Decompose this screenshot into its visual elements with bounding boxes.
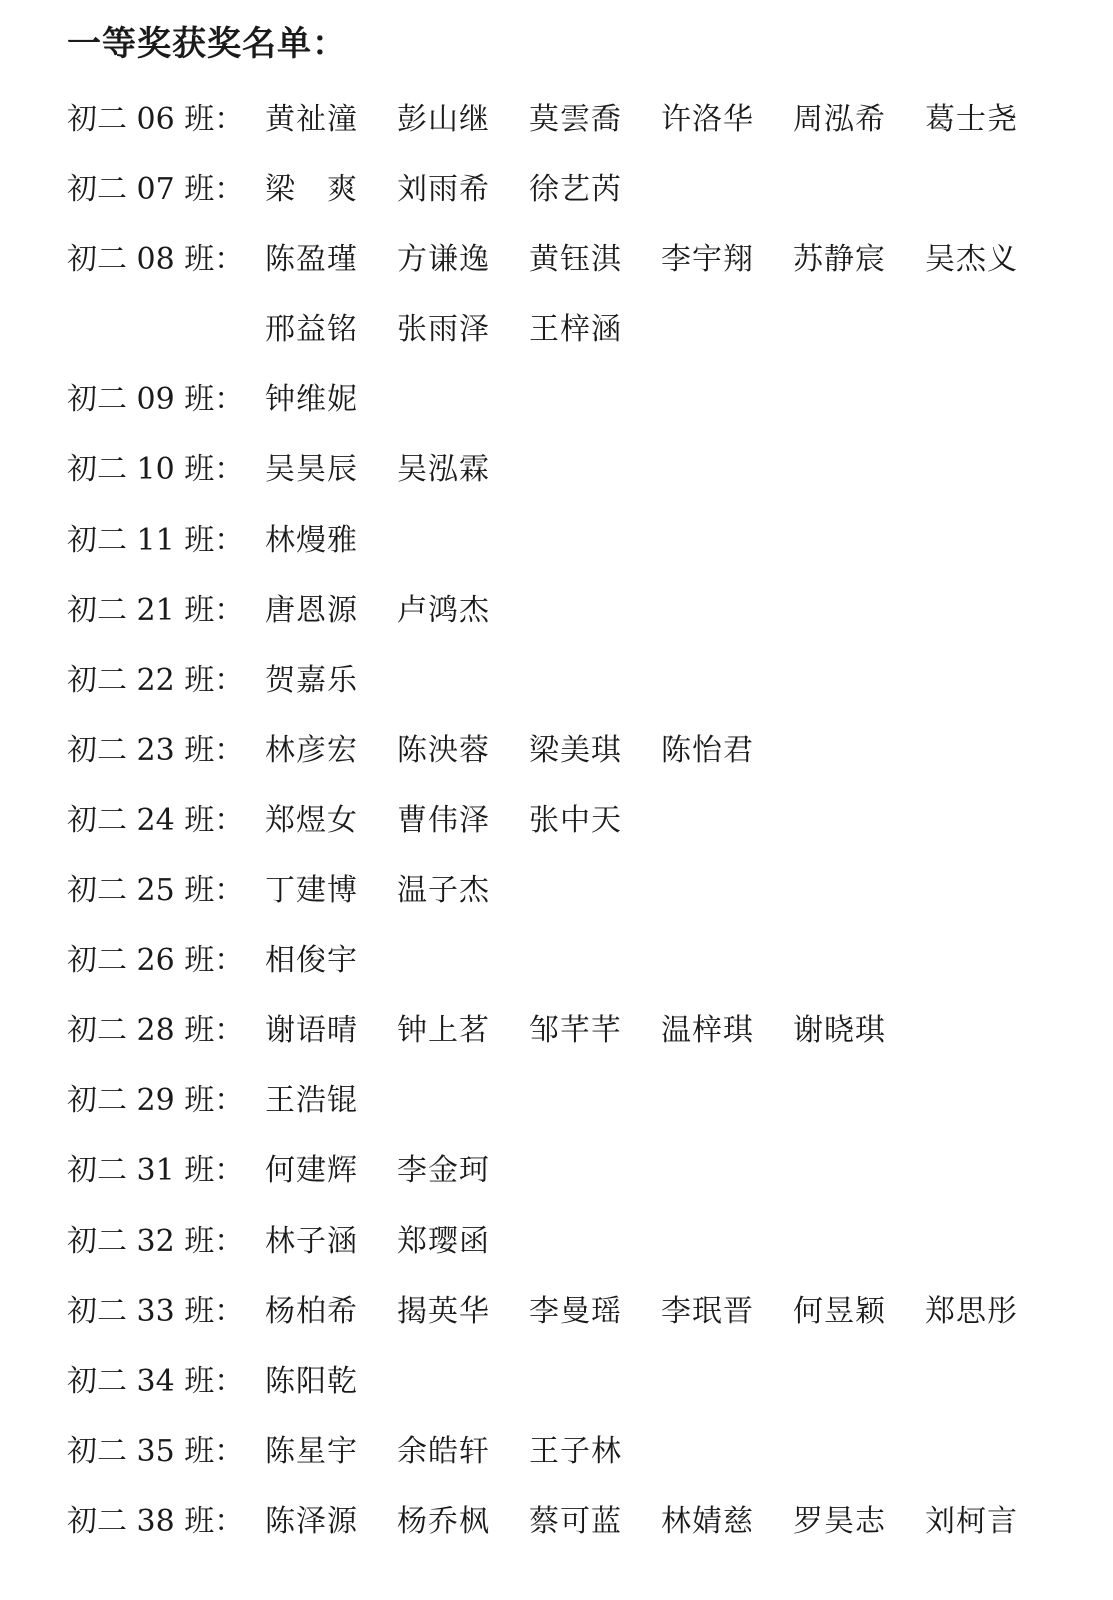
class-label: 初二 34 班： (67, 1363, 245, 1399)
student-name: 苏静宸 (793, 242, 886, 278)
student-names (265, 1078, 1095, 1124)
student-names (265, 1359, 1095, 1405)
student-names (265, 167, 1095, 213)
student-name: 钟上茗 (397, 1013, 490, 1049)
class-row (0, 155, 1113, 225)
class-row (0, 506, 1113, 576)
student-name: 徐艺芮 (529, 172, 622, 208)
student-name: 郑煜女 (265, 802, 358, 838)
student-names (265, 237, 1095, 283)
class-row (0, 646, 1113, 716)
student-name: 余皓轩 (397, 1433, 490, 1469)
class-row (0, 1417, 1113, 1487)
student-name: 张雨泽 (397, 312, 490, 348)
student-name: 吴杰义 (925, 242, 1018, 278)
student-name: 相俊宇 (265, 943, 358, 979)
student-name: 曹伟泽 (397, 802, 490, 838)
student-name: 刘雨希 (397, 172, 490, 208)
student-name: 贺嘉乐 (265, 662, 358, 698)
class-label: 初二 35 班： (67, 1433, 245, 1469)
student-name: 林熳雅 (265, 522, 358, 558)
student-name: 丁建博 (265, 873, 358, 909)
student-name: 黄钰淇 (529, 242, 622, 278)
page-title: 一等奖获奖名单： (67, 24, 347, 64)
student-name: 谢晓琪 (793, 1013, 886, 1049)
student-name: 梁美琪 (529, 732, 622, 768)
class-row (0, 435, 1113, 505)
student-names (265, 377, 1095, 423)
student-name: 吴昊辰 (265, 452, 358, 488)
student-name: 陈泱蓉 (397, 732, 490, 768)
student-name: 李曼瑶 (529, 1293, 622, 1329)
student-name: 许洛华 (661, 102, 754, 137)
class-label: 初二 24 班： (67, 802, 245, 838)
student-name: 卢鸿杰 (397, 592, 490, 628)
class-label: 初二 26 班： (67, 943, 245, 979)
class-label: 初二 08 班： (67, 242, 245, 278)
student-names (265, 447, 1095, 493)
student-name: 葛士尧 (925, 102, 1018, 137)
student-name: 蔡可蓝 (529, 1503, 622, 1539)
student-name: 王梓涵 (529, 312, 622, 348)
student-name: 方谦逸 (397, 242, 490, 278)
class-label: 初二 33 班： (67, 1293, 245, 1329)
student-names (265, 518, 1095, 564)
student-name: 黄祉潼 (265, 102, 358, 137)
class-label: 初二 21 班： (67, 592, 245, 628)
student-name: 何昱颖 (793, 1293, 886, 1329)
student-name: 杨乔枫 (397, 1503, 490, 1539)
class-label: 初二 09 班： (67, 382, 245, 418)
student-name: 温子杰 (397, 873, 490, 909)
student-name: 林子涵 (265, 1223, 358, 1259)
class-label: 初二 11 班： (67, 522, 245, 558)
class-row (0, 856, 1113, 926)
class-row (0, 1277, 1113, 1347)
student-names (265, 1499, 1095, 1545)
student-name: 张中天 (529, 802, 622, 838)
student-names (265, 1008, 1095, 1054)
student-names (265, 798, 1095, 844)
class-label: 初二 28 班： (67, 1013, 245, 1049)
student-name: 邹芊芊 (529, 1013, 622, 1049)
student-names (265, 1148, 1095, 1194)
class-label: 初二 23 班： (67, 732, 245, 768)
student-name: 陈阳乾 (265, 1363, 358, 1399)
student-name: 陈盈瑾 (265, 242, 358, 278)
student-name: 杨柏希 (265, 1293, 358, 1329)
student-name: 王子林 (529, 1433, 622, 1469)
class-label: 初二 29 班： (67, 1083, 245, 1119)
student-names (265, 97, 1095, 143)
student-name: 陈怡君 (661, 732, 754, 768)
student-name: 邢益铭 (265, 312, 358, 348)
student-name: 何建辉 (265, 1153, 358, 1189)
student-name: 梁 爽 (265, 172, 358, 208)
class-row (0, 1207, 1113, 1277)
class-row (0, 576, 1113, 646)
class-row (0, 1066, 1113, 1136)
student-names (265, 868, 1095, 914)
class-row (0, 1347, 1113, 1417)
student-names (265, 588, 1095, 634)
student-name: 王浩锟 (265, 1083, 358, 1119)
student-name: 温梓琪 (661, 1013, 754, 1049)
class-label: 初二 10 班： (67, 452, 245, 488)
class-row (0, 786, 1113, 856)
student-names (265, 938, 1095, 984)
student-name: 揭英华 (397, 1293, 490, 1329)
student-name: 陈星宇 (265, 1433, 358, 1469)
student-name: 郑思彤 (925, 1293, 1018, 1329)
student-name: 罗昊志 (793, 1503, 886, 1539)
student-name: 刘柯言 (925, 1503, 1018, 1539)
class-row (0, 85, 1113, 155)
student-names (265, 307, 1095, 353)
class-row (0, 1487, 1113, 1557)
award-list (0, 85, 1113, 1557)
student-name: 唐恩源 (265, 592, 358, 628)
class-row (0, 295, 1113, 365)
class-label: 初二 38 班： (67, 1503, 245, 1539)
student-names (265, 1289, 1095, 1335)
student-name: 谢语晴 (265, 1013, 358, 1049)
student-name: 周泓希 (793, 102, 886, 137)
class-label: 初二 22 班： (67, 662, 245, 698)
student-names (265, 1219, 1095, 1265)
student-name: 彭山继 (397, 102, 490, 137)
class-row (0, 365, 1113, 435)
student-name: 林彦宏 (265, 732, 358, 768)
student-name: 李珉晋 (661, 1293, 754, 1329)
student-name: 吴泓霖 (397, 452, 490, 488)
student-names (265, 1429, 1095, 1475)
student-name: 钟维妮 (265, 382, 358, 418)
student-name: 李金珂 (397, 1153, 490, 1189)
class-label: 初二 07 班： (67, 172, 245, 208)
class-label: 初二 31 班： (67, 1153, 245, 1189)
student-name: 郑璎函 (397, 1223, 490, 1259)
class-row (0, 926, 1113, 996)
student-names (265, 728, 1095, 774)
student-name: 林婧慈 (661, 1503, 754, 1539)
class-row (0, 1136, 1113, 1206)
class-label: 初二 25 班： (67, 873, 245, 909)
class-row (0, 225, 1113, 295)
class-row (0, 716, 1113, 786)
student-name: 莫雲喬 (529, 102, 622, 137)
class-label: 初二 06 班： (67, 102, 245, 137)
class-row (0, 996, 1113, 1066)
student-name: 陈泽源 (265, 1503, 358, 1539)
student-names (265, 658, 1095, 704)
student-name: 李宇翔 (661, 242, 754, 278)
class-label: 初二 32 班： (67, 1223, 245, 1259)
